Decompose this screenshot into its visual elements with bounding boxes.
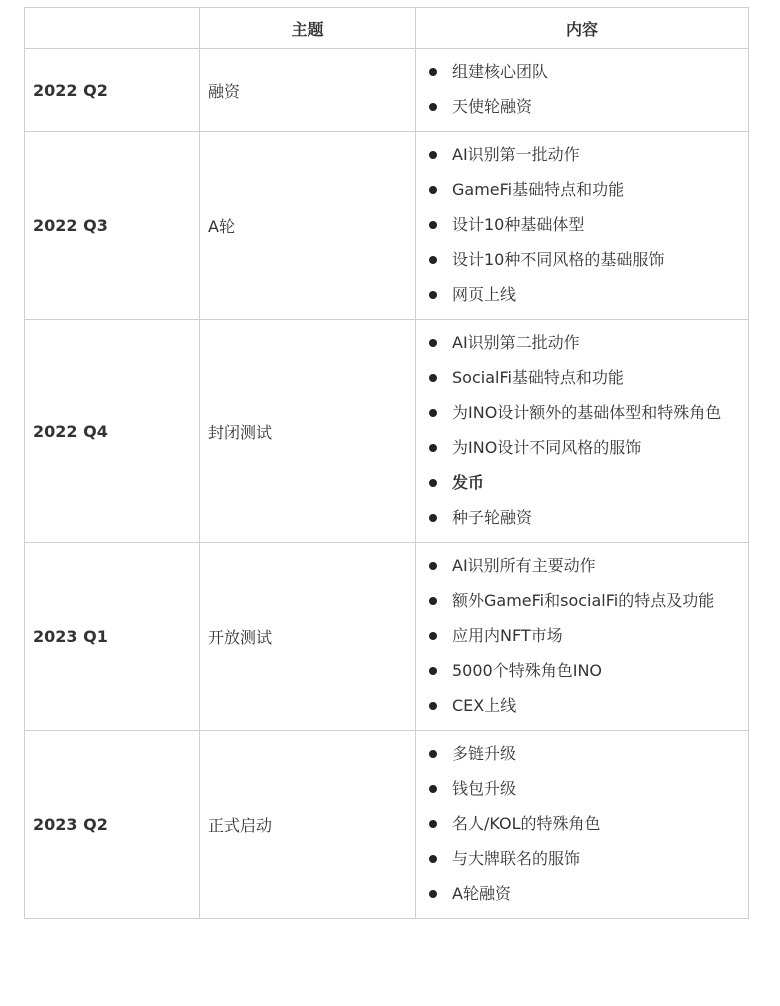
list-item-text: 为INO设计额外的基础体型和特殊角色	[452, 403, 722, 422]
list-item-text: 与大牌联名的服饰	[452, 849, 581, 868]
bullet-icon	[429, 339, 437, 347]
content-list	[428, 140, 740, 310]
list-item	[428, 398, 740, 428]
table-row	[25, 543, 749, 731]
content-list	[428, 328, 740, 533]
bullet-icon	[429, 444, 437, 452]
bullet-icon	[429, 374, 437, 382]
table-header	[25, 8, 749, 49]
bullet-icon	[429, 820, 437, 828]
table-row	[25, 320, 749, 543]
content-cell	[416, 320, 749, 543]
list-item	[428, 328, 740, 358]
list-item	[428, 433, 740, 463]
bullet-icon	[429, 890, 437, 898]
bullet-icon	[429, 514, 437, 522]
list-item-text: AI识别所有主要动作	[452, 556, 596, 575]
list-item	[428, 503, 740, 533]
period-cell: 2022 Q4	[25, 320, 200, 543]
list-item	[428, 656, 740, 686]
table-row	[25, 132, 749, 320]
bullet-icon	[429, 632, 437, 640]
list-item	[428, 621, 740, 651]
content-list	[428, 739, 740, 909]
bullet-icon	[429, 562, 437, 570]
list-item-text: 种子轮融资	[452, 508, 533, 527]
bullet-icon	[429, 785, 437, 793]
list-item	[428, 739, 740, 769]
list-item	[428, 92, 740, 122]
period-cell: 2023 Q2	[25, 731, 200, 919]
list-item	[428, 586, 740, 616]
table-row	[25, 731, 749, 919]
list-item-text: GameFi基础特点和功能	[452, 180, 625, 199]
bullet-icon	[429, 151, 437, 159]
bullet-icon	[429, 597, 437, 605]
bullet-icon	[429, 855, 437, 863]
list-item-text: AI识别第一批动作	[452, 145, 580, 164]
list-item	[428, 468, 740, 498]
bullet-icon	[429, 479, 437, 487]
theme-cell: 正式启动	[200, 731, 416, 919]
header-row	[25, 8, 749, 49]
list-item-text: 设计10种不同风格的基础服饰	[452, 250, 665, 269]
header-content: 内容	[416, 8, 749, 49]
header-theme: 主题	[200, 8, 416, 49]
list-item	[428, 691, 740, 721]
list-item	[428, 551, 740, 581]
theme-cell: 开放测试	[200, 543, 416, 731]
bullet-icon	[429, 667, 437, 675]
theme-cell: 融资	[200, 49, 416, 132]
header-period	[25, 8, 200, 49]
list-item-text: A轮融资	[452, 884, 511, 903]
list-item-text: 应用内NFT市场	[452, 626, 563, 645]
bullet-icon	[429, 409, 437, 417]
list-item	[428, 809, 740, 839]
list-item-text: 设计10种基础体型	[452, 215, 585, 234]
bullet-icon	[429, 103, 437, 111]
list-item-text: 多链升级	[452, 744, 517, 763]
content-cell	[416, 132, 749, 320]
list-item	[428, 245, 740, 275]
list-item-text: SocialFi基础特点和功能	[452, 368, 624, 387]
list-item-text: 额外GameFi和socialFi的特点及功能	[452, 591, 715, 610]
list-item	[428, 57, 740, 87]
bullet-icon	[429, 702, 437, 710]
list-item	[428, 175, 740, 205]
content-list	[428, 57, 740, 122]
roadmap-table	[24, 7, 749, 919]
list-item-text: 组建核心团队	[452, 62, 549, 81]
content-list	[428, 551, 740, 721]
list-item	[428, 844, 740, 874]
list-item	[428, 210, 740, 240]
list-item-text: 网页上线	[452, 285, 517, 304]
list-item-text: CEX上线	[452, 696, 517, 715]
list-item-text: AI识别第二批动作	[452, 333, 580, 352]
list-item	[428, 774, 740, 804]
table-row	[25, 49, 749, 132]
period-cell: 2023 Q1	[25, 543, 200, 731]
content-cell	[416, 731, 749, 919]
list-item-text: 钱包升级	[452, 779, 517, 798]
list-item	[428, 363, 740, 393]
list-item	[428, 879, 740, 909]
list-item-text: 5000个特殊角色INO	[452, 661, 603, 680]
list-item	[428, 140, 740, 170]
period-cell: 2022 Q2	[25, 49, 200, 132]
bullet-icon	[429, 68, 437, 76]
period-cell: 2022 Q3	[25, 132, 200, 320]
table-body	[25, 49, 749, 919]
bullet-icon	[429, 221, 437, 229]
content-cell	[416, 49, 749, 132]
list-item-text: 为INO设计不同风格的服饰	[452, 438, 642, 457]
theme-cell: A轮	[200, 132, 416, 320]
content-cell	[416, 543, 749, 731]
bullet-icon	[429, 750, 437, 758]
list-item	[428, 280, 740, 310]
list-item-text: 发币	[452, 473, 485, 492]
list-item-text: 名人/KOL的特殊角色	[452, 814, 601, 833]
bullet-icon	[429, 291, 437, 299]
list-item-text: 天使轮融资	[452, 97, 533, 116]
theme-cell: 封闭测试	[200, 320, 416, 543]
bullet-icon	[429, 256, 437, 264]
bullet-icon	[429, 186, 437, 194]
